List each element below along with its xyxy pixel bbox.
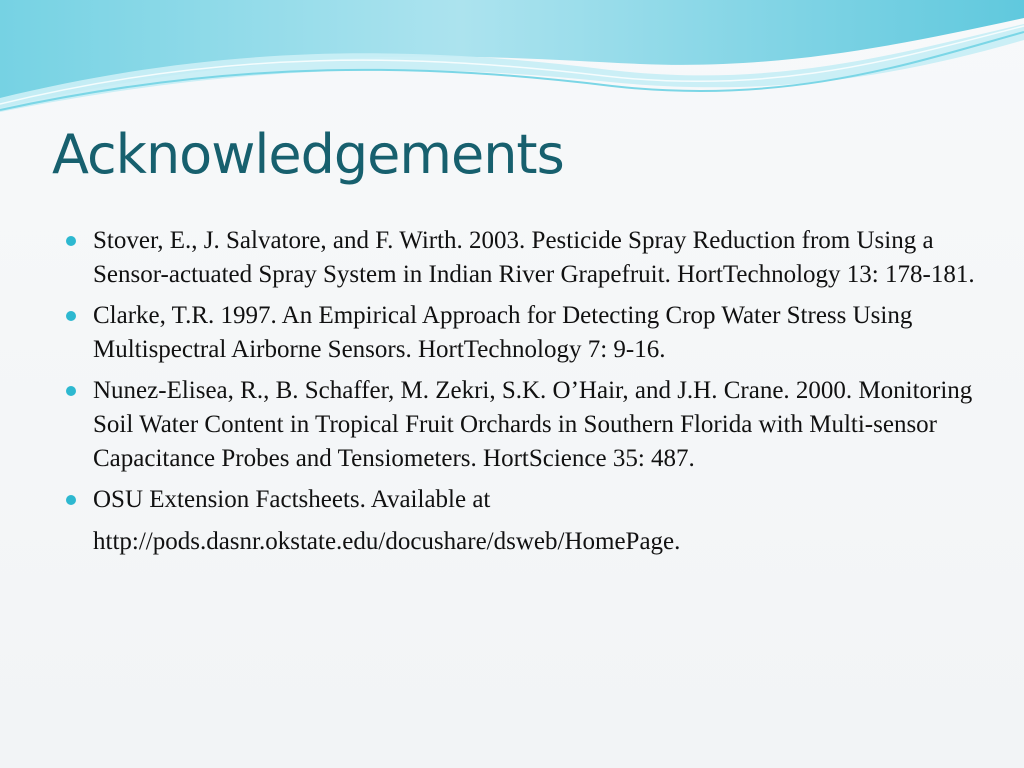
reference-url[interactable]: http://pods.dasnr.okstate.edu/docushare/dsweb/HomePage. <box>93 528 681 555</box>
page-title: Acknowledgements <box>52 123 564 186</box>
header-wave-decoration <box>0 0 1024 130</box>
reference-item <box>66 299 976 367</box>
reference-item <box>66 224 976 292</box>
reference-item <box>66 374 976 476</box>
reference-text: Clarke, T.R. 1997. An Empirical Approach for Detecting Crop Water Stress Using Multispectral Airborne Sensors. HortTechnology 7: 9-16. <box>93 302 913 363</box>
bullet-icon <box>66 311 76 321</box>
reference-list <box>66 224 976 566</box>
reference-item <box>66 483 976 559</box>
bullet-icon <box>66 236 76 246</box>
bullet-icon <box>66 386 76 396</box>
reference-text: Nunez-Elisea, R., B. Schaffer, M. Zekri, S.K. O’Hair, and J.H. Crane. 2000. Monitoring Soil Water Content in Tropical Fruit Orchards in Southern Florida with Multi-sensor Capacitance Probes and Tensiometers. HortScience 35: 487. <box>93 377 973 472</box>
reference-text: OSU Extension Factsheets. Available at <box>93 486 491 513</box>
reference-text: Stover, E., J. Salvatore, and F. Wirth. 2003. Pesticide Spray Reduction from Using a Sensor-actuated Spray System in Indian River Grapefruit. HortTechnology 13: 178-181. <box>93 227 975 288</box>
bullet-icon <box>66 495 76 505</box>
wave-band-dark <box>0 0 1024 108</box>
